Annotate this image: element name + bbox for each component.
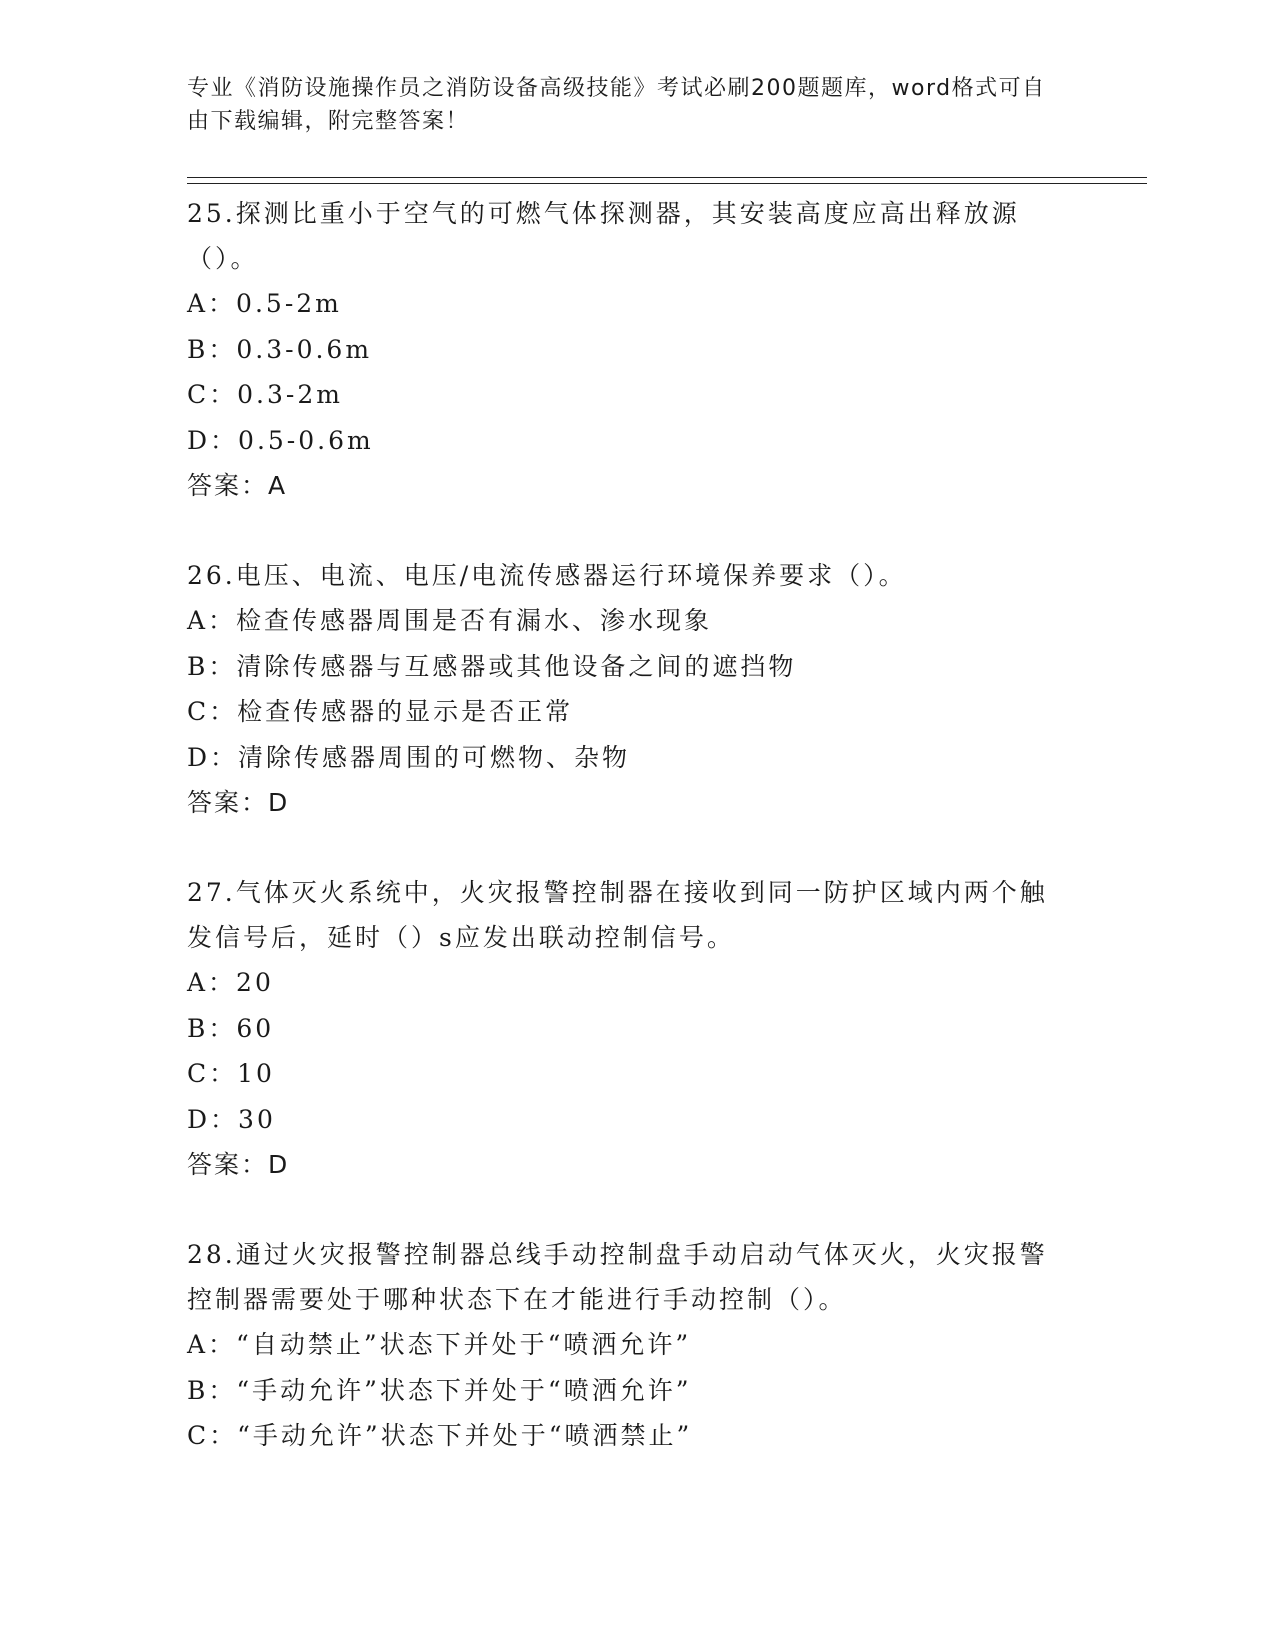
header-divider-bottom bbox=[187, 183, 1147, 184]
header-divider-top bbox=[187, 177, 1147, 178]
option-c: C：0.3-2m bbox=[187, 380, 343, 409]
option-c: C：检查传感器的显示是否正常 bbox=[187, 697, 574, 726]
option-b: B：“手动允许”状态下并处于“喷洒允许” bbox=[187, 1375, 692, 1405]
answer: 答案：D bbox=[187, 1150, 290, 1179]
question-stem: 28.通过火灾报警控制器总线手动控制盘手动启动气体灭火，火灾报警控制器需要处于哪种状态下在才能进行手动控制（）。 bbox=[187, 1240, 1048, 1314]
option-a: A：“自动禁止”状态下并处于“喷洒允许” bbox=[187, 1330, 692, 1359]
question-list bbox=[187, 191, 1067, 1459]
question-27 bbox=[187, 870, 1067, 1187]
option-c: C：“手动允许”状态下并处于“喷洒禁止” bbox=[187, 1421, 693, 1450]
question-26 bbox=[187, 553, 1067, 825]
option-d: D：30 bbox=[187, 1104, 276, 1134]
answer: 答案：A bbox=[187, 471, 288, 500]
answer: 答案：D bbox=[187, 788, 290, 817]
question-spacer bbox=[187, 1187, 1067, 1232]
option-d: D：0.5-0.6m bbox=[187, 425, 374, 455]
question-spacer bbox=[187, 508, 1067, 553]
option-d: D：清除传感器周围的可燃物、杂物 bbox=[187, 742, 631, 772]
option-a: A：检查传感器周围是否有漏水、渗水现象 bbox=[187, 606, 713, 635]
option-b: B：60 bbox=[187, 1013, 275, 1043]
question-stem: 25.探测比重小于空气的可燃气体探测器，其安装高度应高出释放源（）。 bbox=[187, 199, 1020, 273]
option-a: A：0.5-2m bbox=[187, 289, 342, 318]
question-stem: 27.气体灭火系统中，火灾报警控制器在接收到同一防护区域内两个触发信号后，延时（）s应发出联动控制信号。 bbox=[187, 878, 1048, 952]
question-stem: 26.电压、电流、电压/电流传感器运行环境保养要求（）。 bbox=[187, 561, 907, 590]
option-b: B：清除传感器与互感器或其他设备之间的遮挡物 bbox=[187, 651, 797, 681]
question-25 bbox=[187, 191, 1067, 508]
option-b: B：0.3-0.6m bbox=[187, 334, 373, 364]
document-page bbox=[187, 72, 1147, 138]
option-c: C：10 bbox=[187, 1059, 275, 1088]
question-spacer bbox=[187, 825, 1067, 870]
question-28 bbox=[187, 1232, 1067, 1459]
option-a: A：20 bbox=[187, 968, 274, 997]
document-header: 专业《消防设施操作员之消防设备高级技能》考试必刷200题题库，word格式可自由下载编辑，附完整答案！ bbox=[187, 76, 1046, 134]
